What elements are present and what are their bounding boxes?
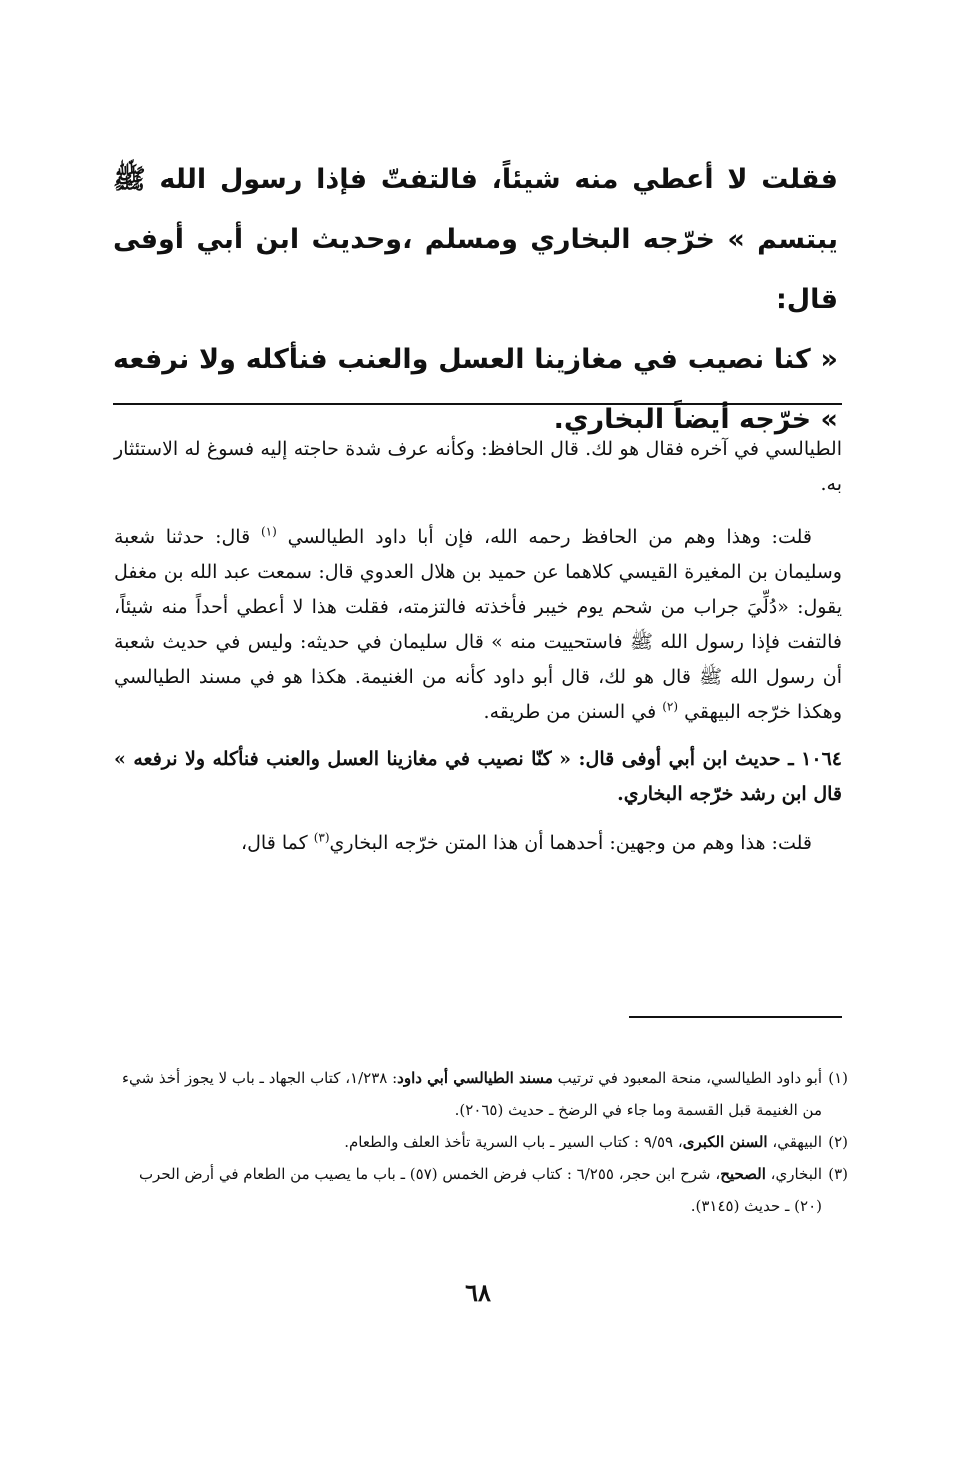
- hadith-entry-1064: ١٠٦٤ ـ حديث ابن أبي أوفى قال: « كنّا نصيب في مغازينا العسل والعنب فنأكله ولا نرفعه » قال ابن رشد خرّجه البخاري.: [114, 748, 842, 805]
- footnote-text: البيهقي،: [772, 1133, 822, 1151]
- hadith-text-2: « كنا نصيب في مغازينا العسل والعنب فنأكله ولا نرفعه » خرّجه أيضاً البخاري.: [113, 344, 838, 435]
- commentary-block: [114, 432, 842, 861]
- commentary-paragraph-4: [114, 826, 842, 861]
- footnote-book-title: الصحيح: [720, 1165, 766, 1183]
- footnote-text: البخاري،: [770, 1165, 822, 1183]
- section-divider: [113, 403, 842, 405]
- hadith-text-1: فقلت لا أعطي منه شيئاً، فالتفتّ فإذا رسول الله ﷺ يبتسم » خرّجه البخاري ومسلم ،وحديث ابن أبي أوفى قال:: [113, 164, 838, 315]
- footnote-text: ، ٩/٥٩ : كتاب السير ـ باب السرية تأخذ العلف والطعام.: [344, 1133, 683, 1151]
- footnote-ref-3: (٣): [313, 830, 330, 845]
- footnote-3: [113, 1158, 848, 1222]
- hadith-continuation: [113, 150, 838, 450]
- paragraph-4-part-b: كما قال،: [240, 832, 308, 854]
- footnote-number: (١): [828, 1069, 848, 1087]
- footnote-divider: [629, 1016, 842, 1018]
- footnote-text: ، شرح ابن حجر، ٦/٢٥٥ : كتاب فرض الخمس (٥٧) ـ باب ما يصيب من الطعام في أرض الحرب (٢٠) ـ حديث (٣١٤٥).: [138, 1165, 822, 1215]
- paragraph-2-part-b: قال: حدثنا شعبة وسليمان بن المغيرة القيسي كلاهما عن حميد بن هلال العدوي قال: سمعت عبد الله بن مغفل يقول: «دُلِّيَ جراب من شحم يوم خيبر فأخذته فالتزمته، فقلت هذا لا أعطي أحداً منه شيئاً، فالتفت فإذا رسول الله ﷺ فاستحييت منه » قال سليمان في حديثه: وليس في حديث شعبة أن رسول الله ﷺ قال هو لك، قال أبو داود كأنه من الغنيمة. هكذا هو في مسند الطيالسي وهكذا خرّجه البيهقي: [114, 526, 842, 723]
- paragraph-2-part-a: قلت: وهذا وهم من الحافظ رحمه الله، فإن أبا داود الطيالسي: [287, 526, 812, 548]
- page-number: ٦٨: [465, 1278, 491, 1307]
- footnote-text: أبو داود الطيالسي، منحة المعبود في ترتيب: [557, 1069, 822, 1087]
- footnote-book-title: السنن الكبرى: [682, 1133, 768, 1151]
- commentary-paragraph-2: [114, 520, 842, 730]
- footnote-2: [113, 1126, 848, 1158]
- footnote-number: (٣): [828, 1165, 848, 1183]
- commentary-paragraph-1: الطيالسي في آخره فقال هو لك. قال الحافظ: وكأنه عرف شدة حاجته إليه فسوغ له الاستئثار به.: [114, 438, 842, 495]
- paragraph-4-part-a: قلت: هذا وهم من وجهين: أحدهما أن هذا المتن خرّجه البخاري: [329, 832, 812, 854]
- footnote-1: [113, 1062, 848, 1126]
- paragraph-2-part-c: في السنن من طريقه.: [483, 701, 657, 723]
- footnote-number: (٢): [828, 1133, 848, 1151]
- footnote-ref-1: (١): [260, 524, 277, 539]
- footnote-ref-2: (٢): [662, 699, 679, 714]
- footnotes: [113, 1062, 848, 1222]
- footnote-text: : ١/٢٣٨، كتاب الجهاد ـ باب لا يجوز أخذ شيء من الغنيمة قبل القسمة وما جاء في الرضخ ـ حديث (٢٠٦٥).: [122, 1069, 822, 1119]
- footnote-book-title: مسند الطيالسي أبي داود: [397, 1069, 553, 1087]
